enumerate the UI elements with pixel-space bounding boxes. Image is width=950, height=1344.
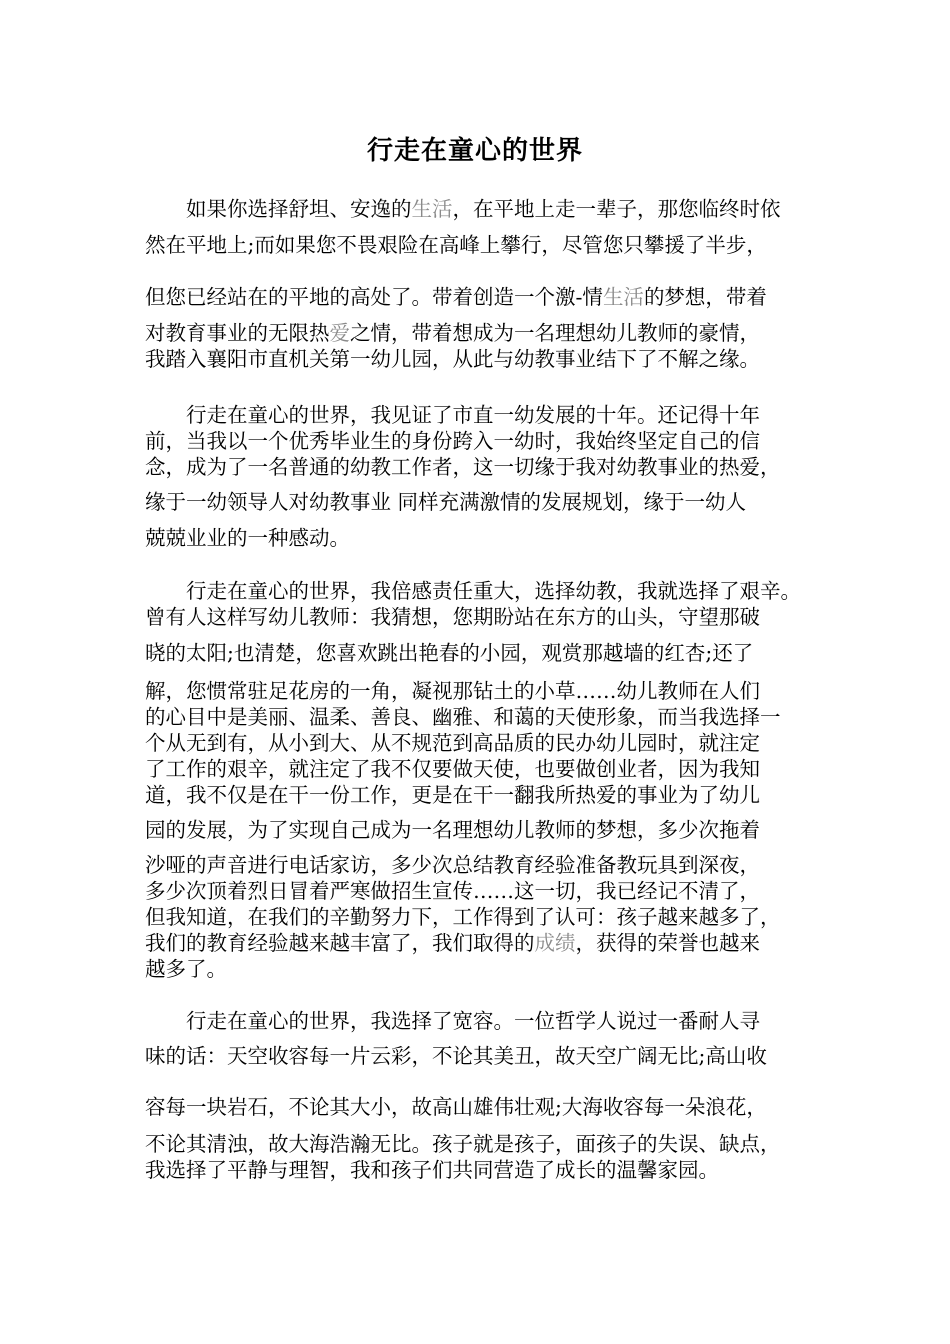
paragraph-3-line-9: 园的发展，为了实现自己成为一名理想幼儿教师的梦想，多少次拖着: [145, 818, 760, 842]
paragraph-4-line-4: 不论其清浊，故大海浩瀚无比。孩子就是孩子，面孩子的失误、缺点，: [145, 1132, 781, 1156]
paragraph-4-line-3: 容每一块岩石，不论其大小，故高山雄伟壮观;大海收容每一朵浪花，: [145, 1095, 767, 1119]
paragraph-1-line-4: [145, 320, 760, 346]
paragraph-4-line-1: 行走在童心的世界，我选择了宽容。一位哲学人说过一番耐人寻: [186, 1009, 760, 1033]
paragraph-3-line-4: 解，您惯常驻足花房的一角，凝视那钻土的小草……幼儿教师在人们: [145, 679, 760, 703]
document-title: 行走在童心的世界: [366, 136, 583, 166]
text-run: 对教育事业的无限热: [145, 321, 330, 345]
paragraph-2-line-1: 行走在童心的世界，我见证了市直一幼发展的十年。还记得十年: [186, 403, 760, 427]
text-run: 如果你选择舒坦、安逸的: [186, 197, 412, 221]
highlighted-word: 爱: [329, 321, 350, 345]
paragraph-3-line-5: 的心目中是美丽、温柔、善良、幽雅、和蔼的天使形象，而当我选择一: [145, 705, 781, 729]
paragraph-2-line-2: 前，当我以一个优秀毕业生的身份跨入一幼时，我始终坚定自己的信: [145, 429, 760, 453]
highlighted-word: 生活: [411, 197, 453, 221]
paragraph-3-line-12: 但我知道，在我们的辛勤努力下，工作得到了认可：孩子越来越多了，: [145, 905, 781, 929]
paragraph-4-line-2: 味的话：天空收容每一片云彩，不论其美丑，故天空广阔无比;高山收: [145, 1044, 767, 1068]
paragraph-4-line-5: 我选择了平静与理智，我和孩子们共同营造了成长的温馨家园。: [145, 1158, 719, 1182]
paragraph-2-line-5: 兢兢业业的一种感动。: [145, 526, 350, 550]
paragraph-1-line-2: 然在平地上;而如果您不畏艰险在高峰上攀行，尽管您只攀援了半步，: [145, 233, 767, 257]
paragraph-3-line-10: 沙哑的声音进行电话家访，多少次总结教育经验准备教玩具到深夜，: [145, 853, 760, 877]
paragraph-3-line-7: 了工作的艰辛，就注定了我不仅要做天使，也要做创业者，因为我知: [145, 757, 760, 781]
paragraph-2-line-3: 念，成为了一名普通的幼教工作者，这一切缘于我对幼教事业的热爱，: [145, 455, 781, 479]
paragraph-3-line-8: 道，我不仅是在干一份工作，更是在干一翻我所热爱的事业为了幼儿: [145, 783, 760, 807]
text-run: 之情，带着想成为一名理想幼儿教师的豪情，: [350, 321, 760, 345]
paragraph-3-line-14: 越多了。: [145, 957, 227, 981]
text-run: 我们的教育经验越来越丰富了，我们取得的: [145, 931, 535, 955]
text-run: ，获得的荣誉也越来: [575, 931, 760, 955]
text-run: 但您已经站在的平地的高处了。带着创造一个激-情: [145, 285, 603, 309]
paragraph-2-line-4: 缘于一幼领导人对幼教事业 同样充满激情的发展规划，缘于一幼人: [145, 490, 747, 514]
paragraph-1-line-3: [145, 284, 767, 310]
highlighted-word: 成绩: [534, 931, 576, 955]
paragraph-1-line-5: 我踏入襄阳市直机关第一幼儿园，从此与幼教事业结下了不解之缘。: [145, 347, 760, 371]
paragraph-1-line-1: [186, 196, 781, 222]
paragraph-3-line-6: 个从无到有，从小到大、从不规范到高品质的民办幼儿园时，就注定: [145, 731, 760, 755]
paragraph-3-line-13: [145, 930, 760, 956]
text-run: ，在平地上走一辈子，那您临终时依: [452, 197, 781, 221]
highlighted-word: 生活: [602, 285, 644, 309]
text-run: 的梦想，带着: [643, 285, 767, 309]
paragraph-3-line-3: 晓的太阳;也清楚，您喜欢跳出艳春的小园，观赏那越墙的红杏;还了: [145, 641, 754, 665]
paragraph-3-line-1: 行走在童心的世界，我倍感责任重大，选择幼教，我就选择了艰辛。: [186, 579, 801, 603]
paragraph-3-line-11: 多少次顶着烈日冒着严寒做招生宣传……这一切，我已经记不清了，: [145, 879, 760, 903]
paragraph-3-line-2: 曾有人这样写幼儿教师：我猜想，您期盼站在东方的山头，守望那破: [145, 605, 760, 629]
